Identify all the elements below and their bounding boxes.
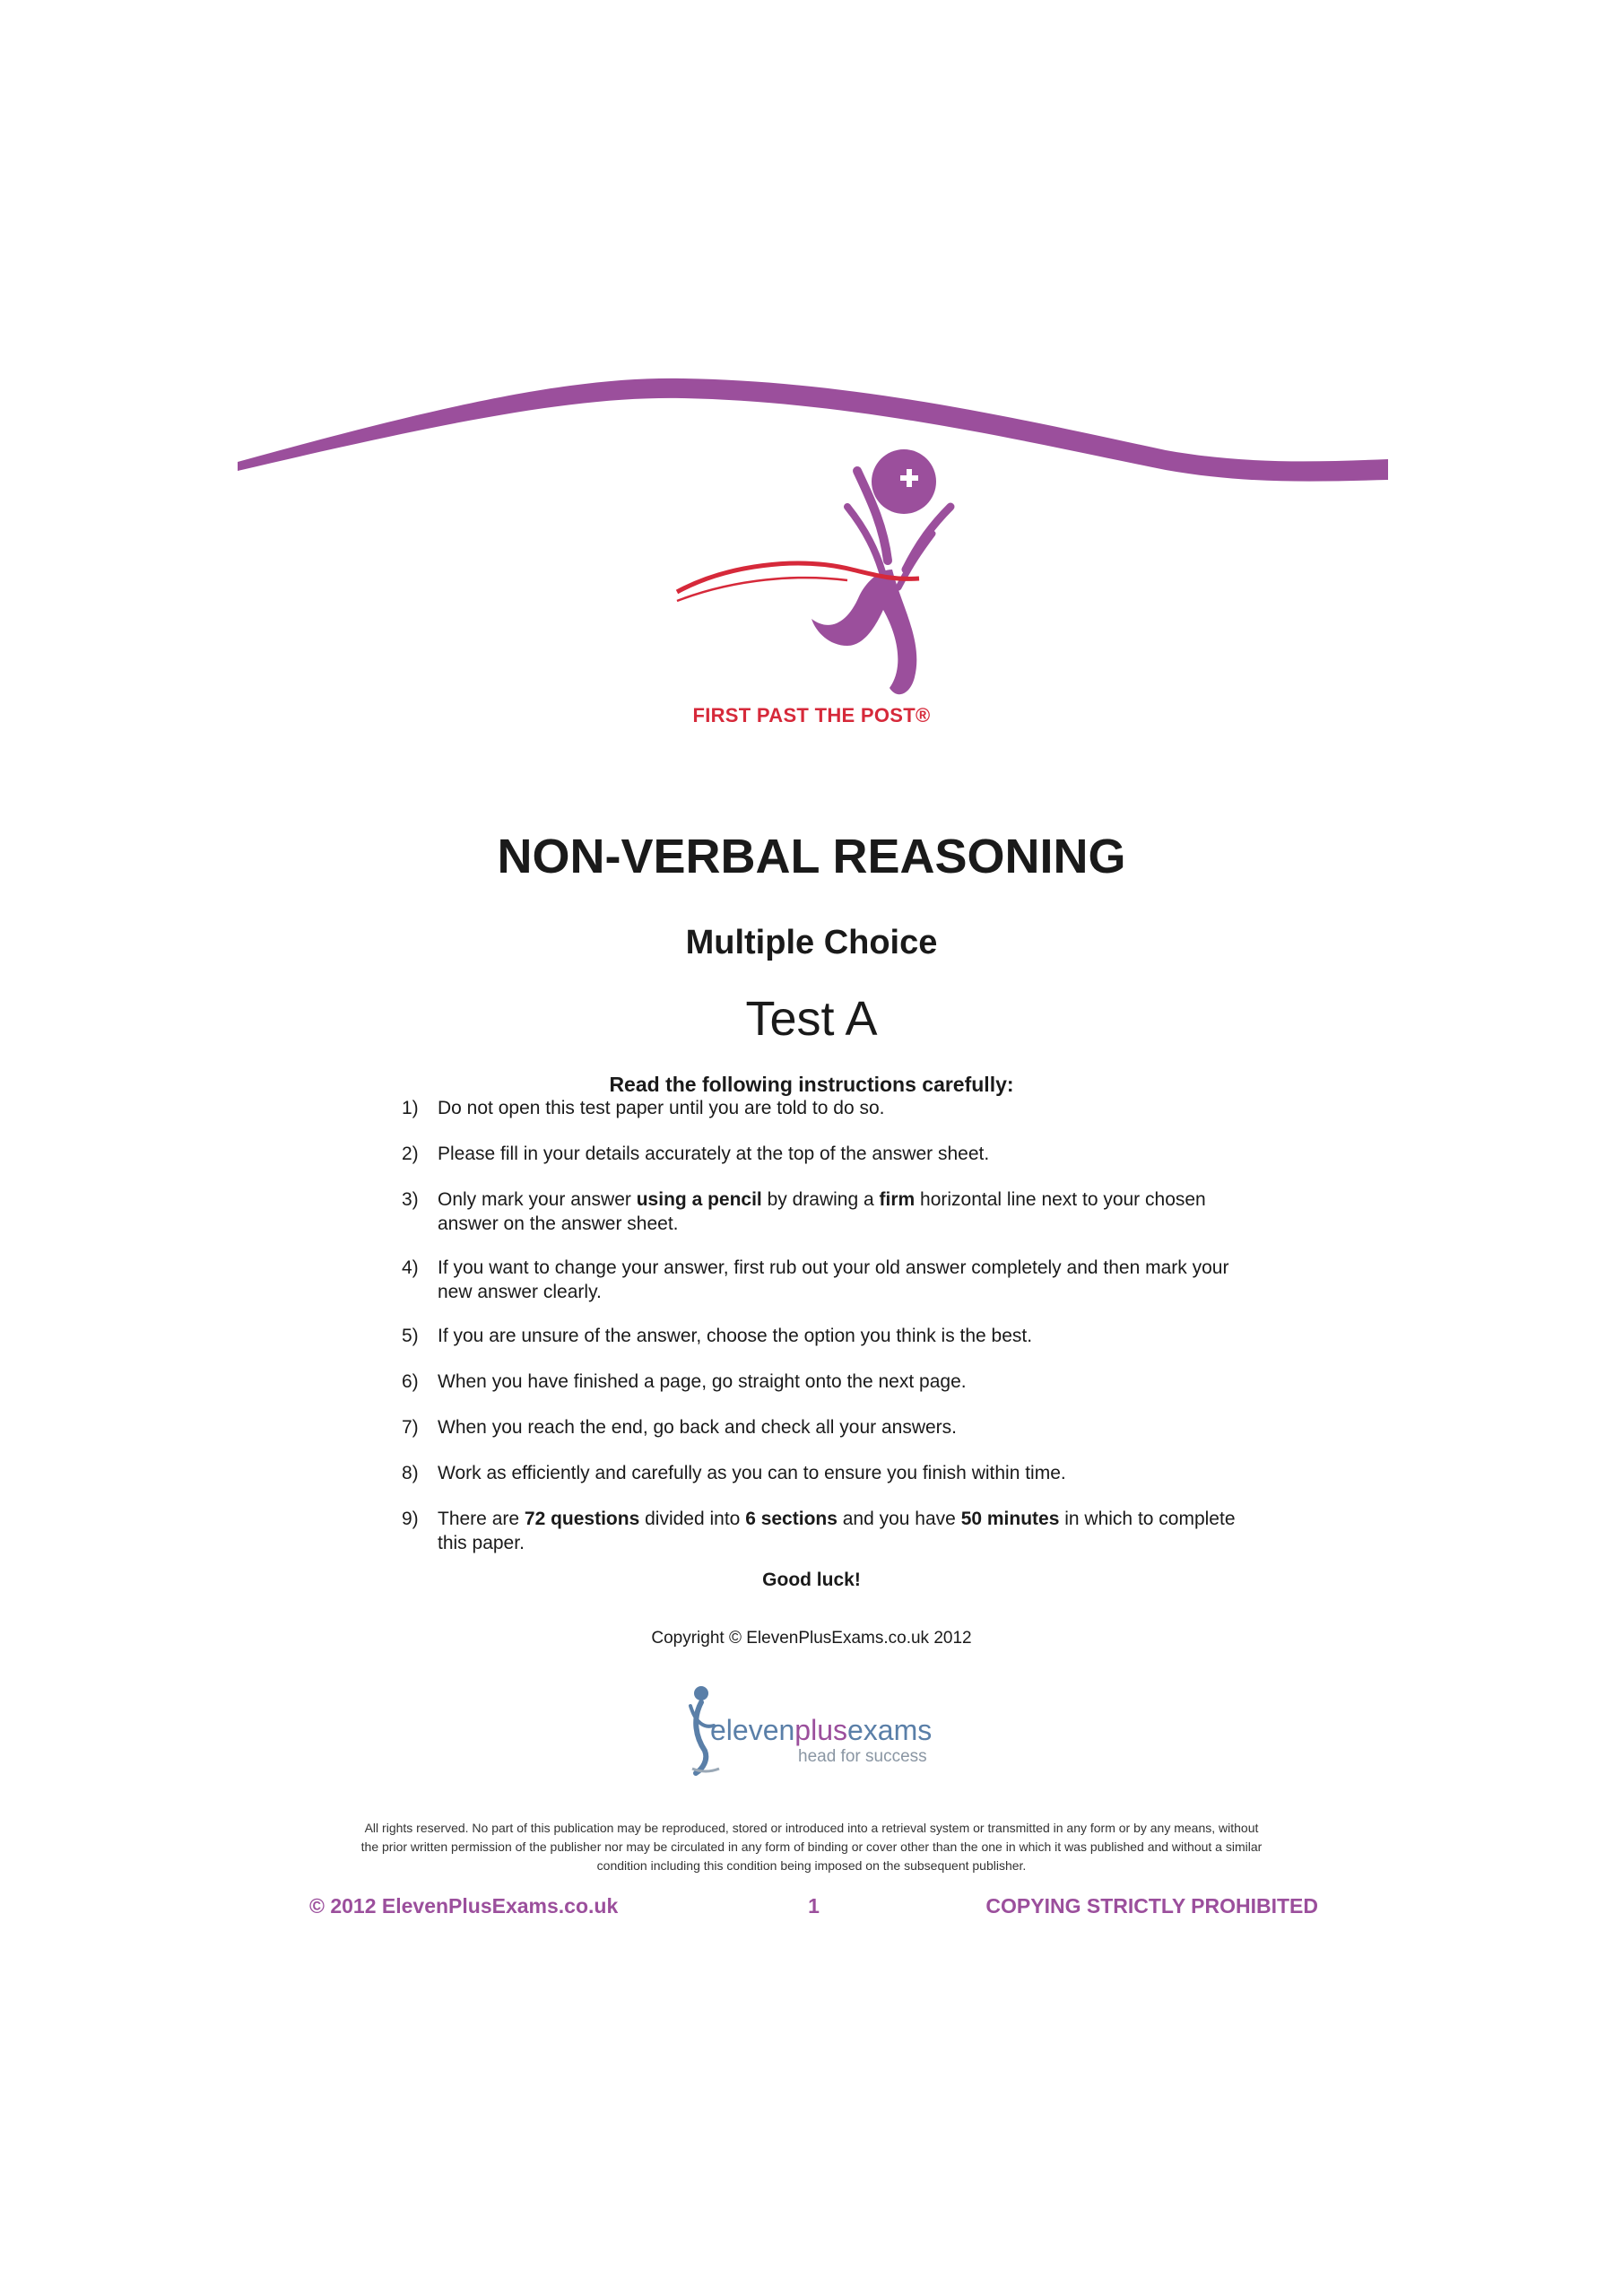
page-number: 1 bbox=[808, 1894, 820, 1918]
instruction-number: 8) bbox=[402, 1463, 419, 1483]
instruction-text: Do not open this test paper until you are told to do so. bbox=[438, 1098, 885, 1118]
instruction-text: Work as efficiently and carefully as you can to ensure you finish within time. bbox=[438, 1463, 1066, 1483]
instruction-number: 7) bbox=[402, 1417, 419, 1438]
logo-head-icon bbox=[694, 1686, 708, 1700]
legal-notice: All rights reserved. No part of this publication may be reproduced, stored or introduced into a retrieval system or transmitted in any form or by any means, without the prior written permission of the publisher nor may be circulated in any form of binding or cover other than the one in which it was published and without a similar condition including this condition being imposed on the subsequent publisher. bbox=[360, 1821, 1263, 1873]
instruction-text: Please fill in your details accurately at the top of the answer sheet. bbox=[438, 1144, 990, 1164]
instruction-text: Only mark your answer using a pencil by drawing a firm horizontal line next to your chosen answer on the answer sheet. bbox=[438, 1189, 1206, 1234]
good-luck: Good luck! bbox=[762, 1570, 861, 1590]
instruction-text: When you reach the end, go back and check all your answers. bbox=[438, 1417, 957, 1438]
page-subtitle: Multiple Choice bbox=[685, 924, 938, 961]
instruction-number: 9) bbox=[402, 1509, 419, 1529]
logo-tagline: head for success bbox=[798, 1747, 927, 1766]
header-swoosh bbox=[0, 0, 1623, 502]
footer-copyright: © 2012 ElevenPlusExams.co.uk bbox=[309, 1894, 619, 1918]
first-past-the-post-logo bbox=[664, 444, 959, 704]
instruction-text: When you have finished a page, go straight onto the next page. bbox=[438, 1371, 967, 1392]
copyright-line: Copyright © ElevenPlusExams.co.uk 2012 bbox=[651, 1629, 972, 1648]
instructions-heading: Read the following instructions carefully: bbox=[609, 1073, 1014, 1096]
instruction-number: 2) bbox=[402, 1144, 419, 1164]
brand-caption: FIRST PAST THE POST® bbox=[692, 704, 931, 726]
test-name: Test A bbox=[745, 992, 878, 1046]
page-footer bbox=[309, 1894, 1318, 1923]
elevenplusexams-logo bbox=[683, 1679, 952, 1778]
instruction-text: If you are unsure of the answer, choose the option you think is the best. bbox=[438, 1326, 1033, 1346]
svg-text:elevenplusexams: elevenplusexams bbox=[710, 1714, 933, 1746]
page-title: NON-VERBAL REASONING bbox=[497, 830, 1126, 883]
instruction-text: If you want to change your answer, first rub out your old answer completely and then mark your new answer clearly. bbox=[438, 1257, 1229, 1302]
instruction-number: 1) bbox=[402, 1098, 419, 1118]
instruction-number: 4) bbox=[402, 1257, 419, 1278]
instruction-number: 6) bbox=[402, 1371, 419, 1392]
instruction-text: There are 72 questions divided into 6 sections and you have 50 minutes in which to complete this paper. bbox=[438, 1509, 1236, 1553]
footer-prohibited: COPYING STRICTLY PROHIBITED bbox=[985, 1894, 1318, 1918]
instruction-number: 3) bbox=[402, 1189, 419, 1210]
instruction-number: 5) bbox=[402, 1326, 419, 1346]
